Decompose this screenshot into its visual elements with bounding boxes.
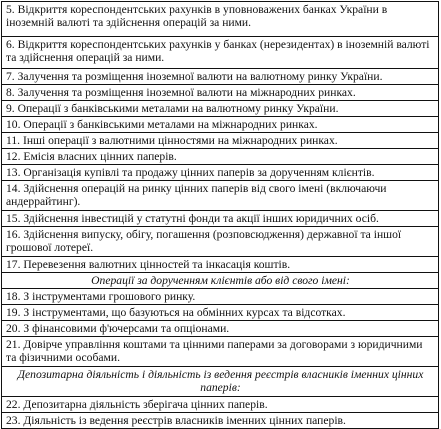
table-row: 15. Здійснення інвестицій у статутні фонди та акції інших юридичних осіб.	[1, 211, 439, 227]
table-row: 17. Перевезення валютних цінностей та інкасація коштів.	[1, 257, 439, 273]
table-row: 5. Відкриття кореспондентських рахунків в уповноважених банках України в іноземній валюті та здійснення операцій за ними.	[1, 2, 439, 37]
table-row: 7. Залучення та розміщення іноземної валюти на валютному ринку України.	[1, 69, 439, 85]
table-row: 6. Відкриття кореспондентських рахунків у банках (нерезидентах) в іноземній валюті та здійснення операцій за ними.	[1, 37, 439, 69]
table-row: 20. З фінансовими ф'ючерсами та опціонами.	[1, 321, 439, 337]
table-row: 13. Організація купівлі та продажу цінних паперів за дорученням клієнтів.	[1, 165, 439, 181]
table-row: 11. Інші операції з валютними цінностями на міжнародних ринках.	[1, 133, 439, 149]
table-row: 18. З інструментами грошового ринку.	[1, 289, 439, 305]
table-row: 8. Залучення та розміщення іноземної валюти на міжнародних ринках.	[1, 85, 439, 101]
table-row: 9. Операції з банківськими металами на валютному ринку України.	[1, 101, 439, 117]
operations-table	[1, 1, 439, 429]
table-row: 10. Операції з банківськими металами на міжнародних ринках.	[1, 117, 439, 133]
table-row: 14. Здійснення операцій на ринку цінних паперів від свого імені (включаючи андеррайтинг).	[1, 181, 439, 211]
table-row: 16. Здійснення випуску, обігу, погашення (розповсюдження) державної та іншої грошової лотереї.	[1, 227, 439, 257]
section-heading: Депозитарна діяльність і діяльність із ведення реєстрів власників іменних цінних паперів:	[1, 367, 439, 397]
section-heading: Операції за дорученням клієнтів або від свого імені:	[1, 273, 439, 289]
table-row: 23. Діяльність із ведення реєстрів власників іменних цінних паперів.	[1, 413, 439, 429]
table-row: 22. Депозитарна діяльність зберігача цінних паперів.	[1, 397, 439, 413]
table-row: 19. З інструментами, що базуються на обмінних курсах та відсотках.	[1, 305, 439, 321]
table-row: 21. Довірче управління коштами та цінними паперами за договорами з юридичними та фізичними особами.	[1, 337, 439, 367]
table-row: 12. Емісія власних цінних паперів.	[1, 149, 439, 165]
